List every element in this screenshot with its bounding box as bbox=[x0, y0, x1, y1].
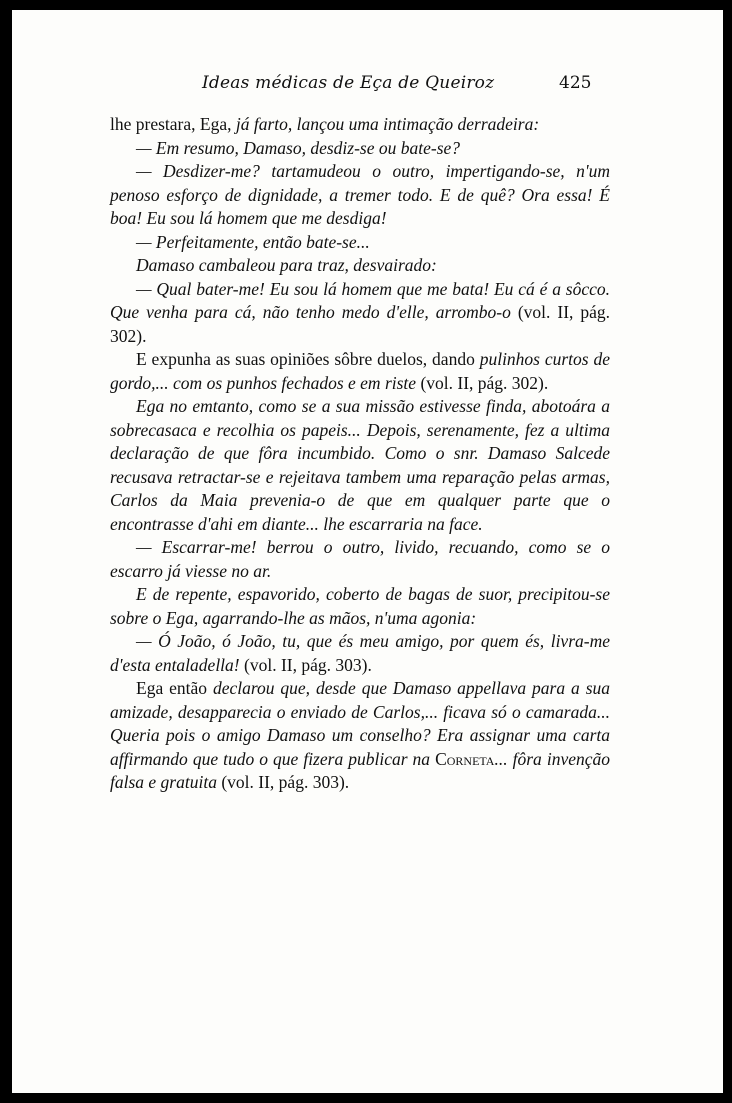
paragraph: — Em resumo, Damaso, desdiz-se ou bate-se? bbox=[136, 137, 461, 158]
paragraph: E de repente, espavorido, coberto de bagas de suor, precipitou-se sobre o Ega, agarrando-lhe as mãos, n'uma agonia: bbox=[110, 584, 610, 628]
paragraph: E expunha as suas opiniões sôbre duelos, dando pulinhos curtos de gordo,... com os punhos fechados e em riste (vol. II, pág. 302). bbox=[110, 349, 610, 393]
paragraph: Ega no emtanto, como se a sua missão estivesse finda, abotoára a sobrecasaca e recolhia os papeis... Depois, serenamente, fez a ultima declaração de que fôra incumbido. Como o snr. Damaso Salcede recusava retractar-se e rejeitava tambem uma reparação pelas armas, Carlos da Maia prevenia-o de que em qualquer parte que o encontrasse d'ahi em diante... lhe escarraria na face. bbox=[110, 396, 610, 534]
paragraph: — Escarrar-me! berrou o outro, livido, recuando, como se o escarro já viesse no ar. bbox=[110, 537, 610, 581]
paragraph: Damaso cambaleou para traz, desvairado: bbox=[136, 255, 437, 275]
book-page bbox=[12, 10, 723, 1093]
paragraph: Ega então declarou que, desde que Damaso appellava para a sua amizade, desapparecia o enviado de Carlos,... ficava só o camarada... Queria pois o amigo Damaso um conselho? Era assignar uma carta affirmando que tudo o que fizera publicar na Corneta... fôra invenção falsa e gratuita (vol. II, pág. 303). bbox=[110, 678, 611, 792]
body-text bbox=[110, 113, 610, 795]
paragraph: — Ó João, ó João, tu, que és meu amigo, por quem és, livra-me d'esta entaladella! (vol. II, pág. 303). bbox=[110, 631, 610, 675]
page-number: 425 bbox=[559, 73, 592, 93]
paragraph: — Perfeitamente, então bate-se... bbox=[136, 231, 370, 252]
paragraph: — Desdizer-me? tartamudeou o outro, impertigando-se, n'um penoso esforço de dignidade, a tremer todo. E de quê? Ora essa! É boa! Eu sou lá homem que me desdiga! bbox=[110, 161, 610, 228]
paragraph: — Qual bater-me! Eu sou lá homem que me bata! Eu cá é a sôcco. Que venha para cá, não tenho medo d'elle, arrombo-o (vol. II, pág. 302). bbox=[110, 278, 610, 346]
page-header bbox=[12, 73, 723, 103]
paragraph: lhe prestara, Ega, já farto, lançou uma intimação derradeira: bbox=[110, 114, 540, 134]
running-title: Ideas médicas de Eça de Queiroz bbox=[202, 73, 495, 93]
